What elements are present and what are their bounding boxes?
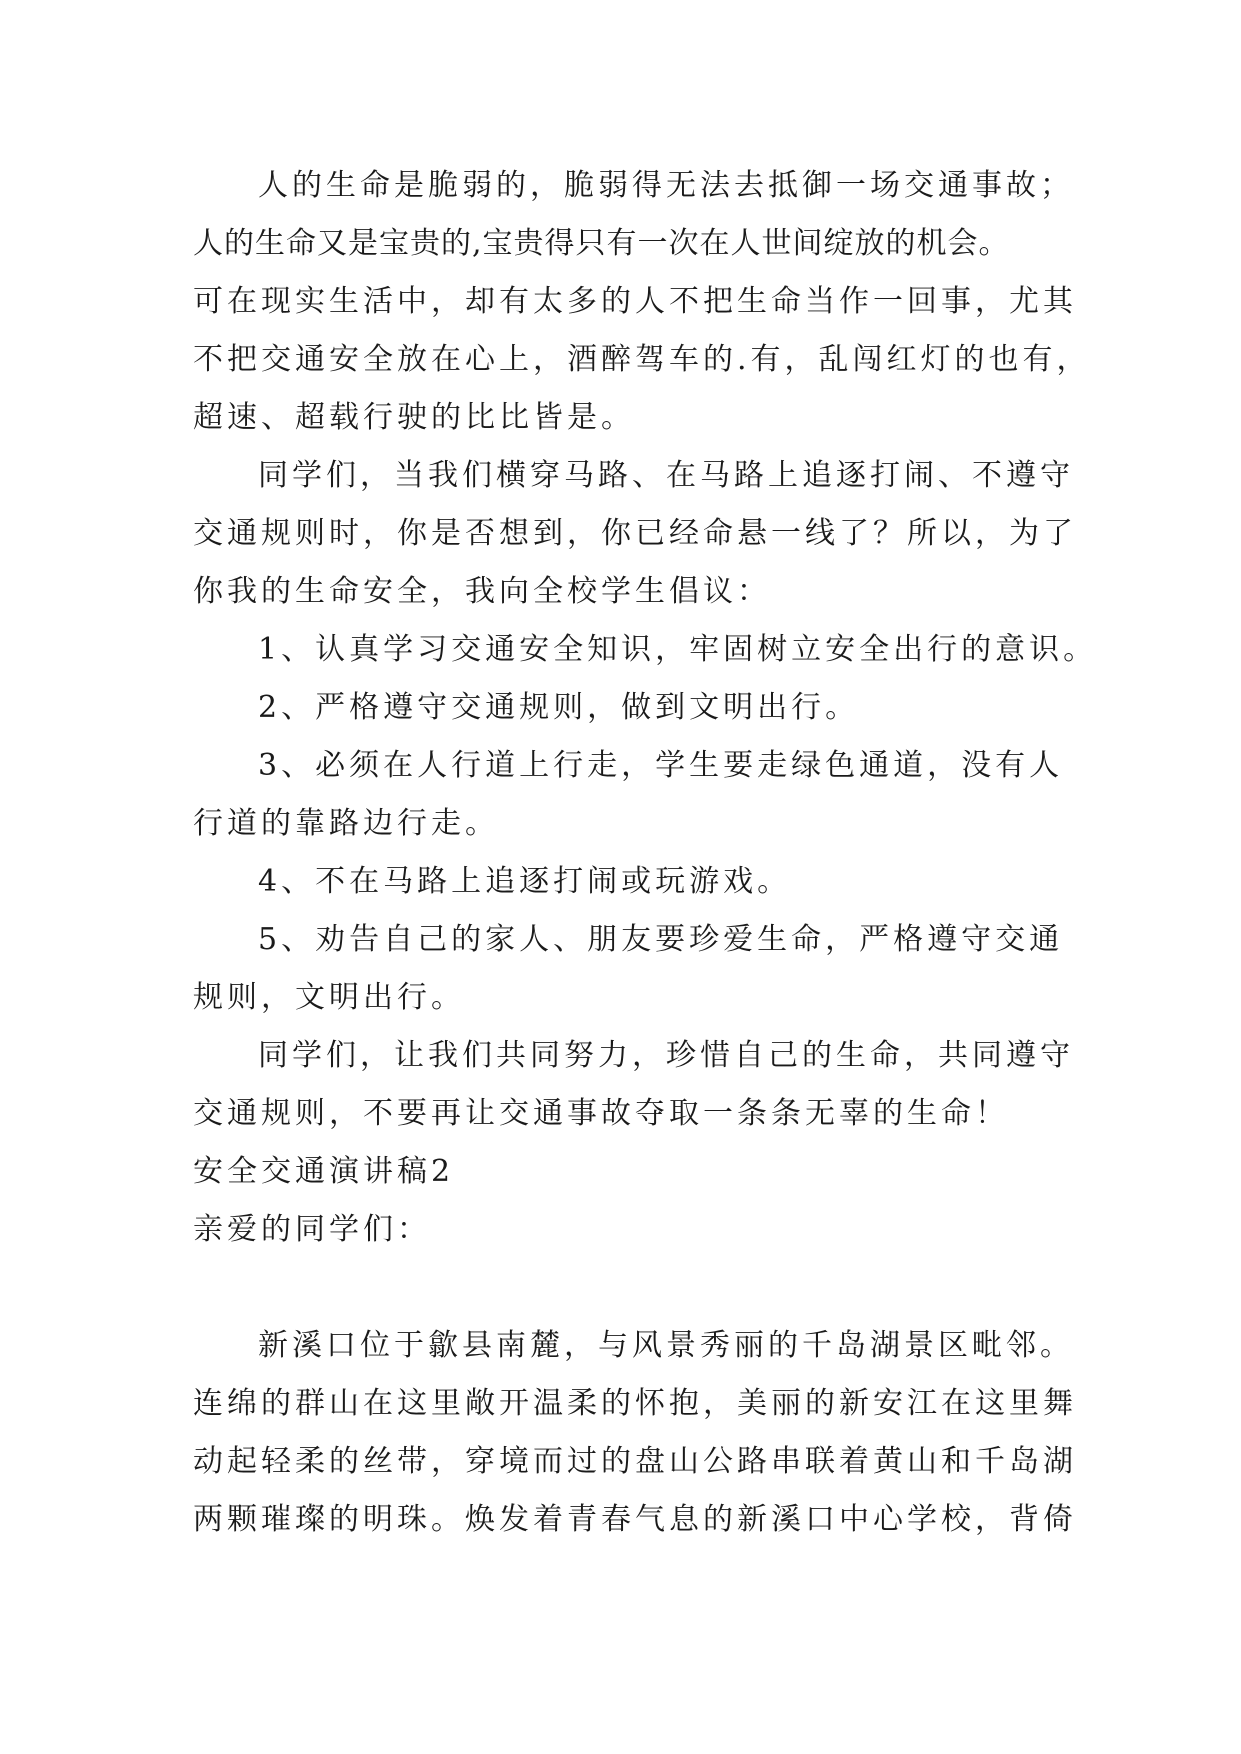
paragraph-line: 同学们，让我们共同努力，珍惜自己的生命，共同遵守 xyxy=(258,1038,1074,1073)
paragraph-line: 超速、超载行驶的比比皆是。 xyxy=(193,400,635,435)
paragraph-line: 动起轻柔的丝带，穿境而过的盘山公路串联着黄山和千岛湖 xyxy=(193,1444,1077,1479)
paragraph-line: 你我的生命安全，我向全校学生倡议： xyxy=(193,574,771,609)
paragraph-line: 可在现实生活中，却有太多的人不把生命当作一回事，尤其 xyxy=(193,284,1077,319)
list-item-3: 3、必须在人行道上行走，学生要走绿色通道，没有人 xyxy=(258,748,1064,783)
paragraph-line: 人的生命是脆弱的，脆弱得无法去抵御一场交通事故； xyxy=(258,168,1074,203)
list-item-4: 4、不在马路上追逐打闹或玩游戏。 xyxy=(258,864,792,899)
paragraph-line: 交通规则，不要再让交通事故夺取一条条无辜的生命！ xyxy=(193,1096,1009,1131)
list-item-5-continued: 规则，文明出行。 xyxy=(193,980,465,1015)
paragraph-line: 新溪口位于歙县南麓，与风景秀丽的千岛湖景区毗邻。 xyxy=(258,1328,1074,1363)
list-item-2: 2、严格遵守交通规则，做到文明出行。 xyxy=(258,690,860,725)
list-item-3-continued: 行道的靠路边行走。 xyxy=(193,806,499,841)
salutation: 亲爱的同学们： xyxy=(193,1212,431,1247)
paragraph-line: 连绵的群山在这里敞开温柔的怀抱，美丽的新安江在这里舞 xyxy=(193,1386,1077,1421)
paragraph-line: 人的生命又是宝贵的,宝贵得只有一次在人世间绽放的机会。 xyxy=(193,226,1010,261)
section-title: 安全交通演讲稿2 xyxy=(193,1154,455,1189)
list-item-5: 5、劝告自己的家人、朋友要珍爱生命，严格遵守交通 xyxy=(258,922,1064,957)
paragraph-line: 交通规则时，你是否想到，你已经命悬一线了？所以，为了 xyxy=(193,516,1077,551)
paragraph-line: 同学们，当我们横穿马路、在马路上追逐打闹、不遵守 xyxy=(258,458,1074,493)
list-item-1: 1、认真学习交通安全知识，牢固树立安全出行的意识。 xyxy=(258,632,1098,667)
paragraph-line: 两颗璀璨的明珠。焕发着青春气息的新溪口中心学校，背倚 xyxy=(193,1502,1077,1537)
paragraph-line: 不把交通安全放在心上，酒醉驾车的.有，乱闯红灯的也有， xyxy=(193,342,1091,377)
